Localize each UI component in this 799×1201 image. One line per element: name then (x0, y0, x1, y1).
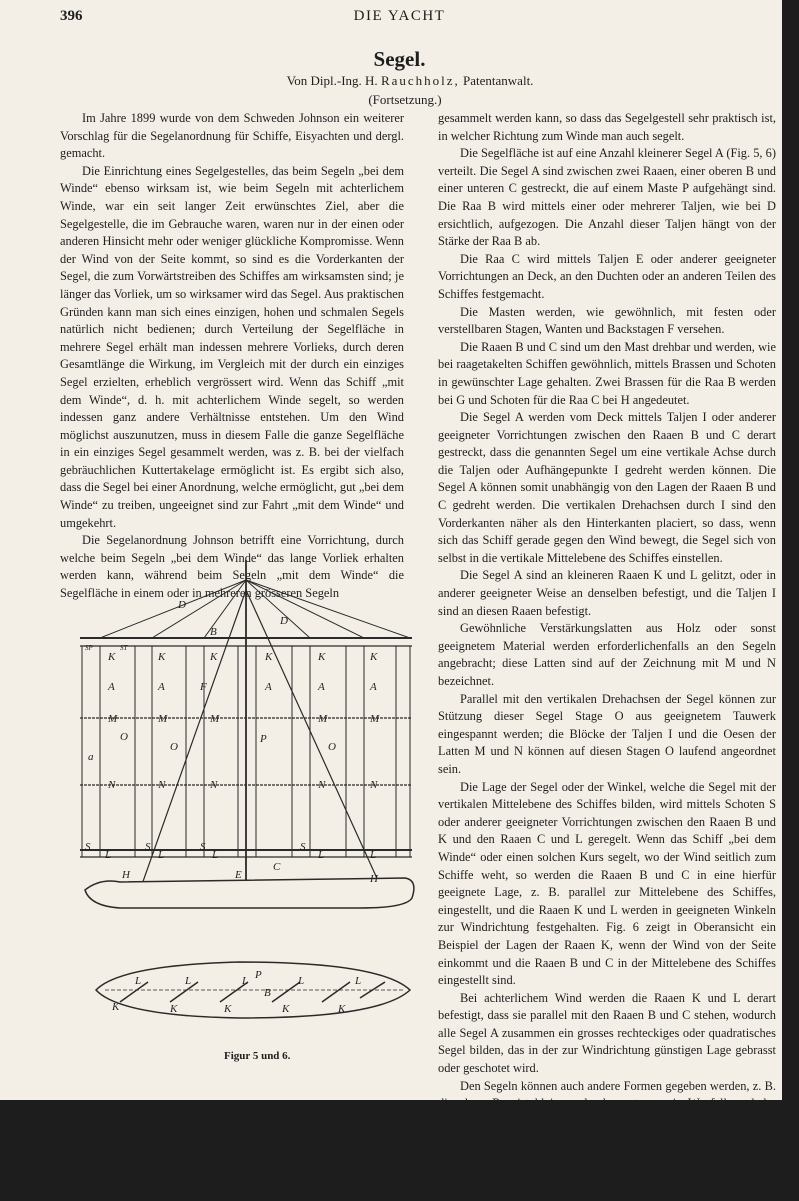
label-n1: N (108, 779, 116, 791)
label-o1: O (120, 731, 128, 743)
paragraph: Bei achterlichem Wind werden die Raaen K und L derart befestigt, dass sie parallel mit den Raaen B und C stehen, wodurch alle Segel A zusammen ein grosses rechteckiges oder quadratisches Segel bilden, das in der zur Windrichtung günstigen Lage gebrasst oder geschotet wird. (438, 990, 776, 1076)
label-k5: K (318, 651, 326, 663)
label-n2: N (158, 779, 166, 791)
paragraph: Die Segel A sind an kleineren Raaen K und L gelitzt, oder in anderer geeigneter Weise an denselben befestigt, und die Taljen I sind an diesen Raaen befestigt. (438, 568, 776, 618)
figure-caption: Figur 5 und 6. (224, 1050, 291, 1062)
paragraph: An grösseren Schiffen können auch mehrere solche Rahmen wie B mit zwischen denselben gestreckten Segeln (438, 1166, 776, 1199)
label-s1: S (85, 841, 91, 853)
label-n4: N (318, 779, 326, 791)
label-a5: A (370, 681, 377, 693)
plan-label-l1: L (135, 975, 142, 987)
paragraph: Die Raa C wird mittels Taljen E oder anderer geeigneter Vorrichtungen an Deck, an den Duchten oder an anderen Teilen des Schiffes festgemacht. (438, 251, 776, 301)
plan-label-k5: K (338, 1003, 346, 1015)
label-n5: N (370, 779, 378, 791)
label-s3: S (200, 841, 206, 853)
label-sp: SP (85, 644, 93, 652)
sail-rig-figure (60, 560, 420, 1060)
right-column (438, 110, 776, 1201)
label-e: E (235, 869, 242, 881)
paragraph: Die Segelfläche ist auf eine Anzahl kleinerer Segel A (Fig. 5, 6) verteilt. Die Segel A sind zwischen zwei Raaen, einer oberen B und einer unteren C gestreckt, die auf einem Maste P aufgehängt sind. Die Raa B wird mittels einer oder mehrerer Taljen, wie bei D ersichtlich, aufgezogen. Die Anzahl dieser Taljen hängt von der Stärke der Raa B ab. (438, 146, 776, 249)
label-a3: A (265, 681, 272, 693)
label-k2: K (158, 651, 166, 663)
paragraph: Im Jahre 1899 wurde von dem Schweden Johnson ein weiterer Vorschlag für die Segelanordnung für Schiffe, Eisyachten und dergl. gemacht. (60, 111, 404, 161)
label-a2: A (158, 681, 165, 693)
label-k6: K (370, 651, 378, 663)
label-st: ST (120, 644, 128, 652)
plan-label-k2: K (170, 1003, 178, 1015)
label-m3: M (210, 713, 220, 725)
paragraph: Die Segelanordnung Johnson betrifft eine Vorrichtung, durch welche beim Segeln „bei dem Winde“ das lange Vorliek erhalten werden kann, während beim Segeln „mit dem Winde“ die Segelfläche in einem oder in mehreren grösseren Segeln (60, 533, 404, 601)
byline-prefix: Von Dipl.-Ing. H. (286, 73, 378, 88)
label-b: B (210, 626, 217, 638)
label-d2: D (280, 615, 288, 627)
plan-label-l3: L (242, 975, 249, 987)
page-number: 396 (60, 8, 83, 24)
paragraph: Die Lage der Segel oder der Winkel, welche die Segel mit der vertikalen Mittelebene des Schiffes bilden, wird mittels Schoten S oder anderer geeigneter Vorrichtungen zwischen den Raaen B und K und den Raaen C und L geregelt. Wenn das Schiff „bei dem Winde“ oder einen solchen Kurs segelt, wo der Wind seitlich zum Schiffe weht, so werden die Raaen B und C in eine hierfür geeignete Lage, z. B. parallel zur Mittelebene des Schiffes, eingestellt, und die Raaen K und L werden in geeigneten Winkeln zur Windrichtung festgehalten. Fig. 6 zeigt in Oberansicht ein Beispiel der Lagen der Raaen K, wenn der Wind von der Seite einkommt und die Raaen B und C in der Mittelebene des Schiffes eingestellt sind. (438, 779, 776, 988)
label-s4: S (300, 841, 306, 853)
plan-label-k1: K (112, 1001, 120, 1013)
plan-label-k3: K (224, 1003, 232, 1015)
label-l2: L (158, 849, 165, 861)
label-d: D (178, 599, 186, 611)
paragraph: Den Segeln können auch andere Formen gegeben werden, z. B. die obere Raa ist kleiner oder kommt ganz in Wegfall, und der äussere Umfang der gesammelten Segelfläche hat statt der rechteckigen eine dreieckige Form. Diese Anordnungen sind indessen keineswegs so wirksam wie die dargestellte. (438, 1078, 776, 1164)
label-a4: A (318, 681, 325, 693)
label-s2: S (145, 841, 151, 853)
plan-label-l2: L (185, 975, 192, 987)
label-h2: H (370, 873, 378, 885)
label-l3: L (212, 849, 219, 861)
paragraph: gesammelt werden kann, so dass das Segelgestell sehr praktisch ist, in welcher Richtung zum Winde man auch segelt. (438, 111, 776, 143)
paragraph: Gewöhnliche Verstärkungslatten aus Holz oder sonst geeignetem Material werden erforderlichenfalls an den Segeln angebracht; diese Latten sind auf der Zeichnung mit M und N bezeichnet. (438, 621, 776, 688)
label-f: F (200, 681, 207, 693)
label-k4: K (265, 651, 273, 663)
byline-suffix: Patentanwalt. (463, 73, 534, 88)
article-byline (0, 73, 799, 89)
label-n3: N (210, 779, 218, 791)
paragraph: Die Masten werden, wie gewöhnlich, mit festen oder verstellbaren Stagen, Wanten und Backstagen F versehen. (438, 304, 776, 337)
label-m4: M (318, 713, 328, 725)
running-title: DIE YACHT (353, 8, 446, 24)
paragraph: Die Einrichtung eines Segelgestelles, das beim Segeln „bei dem Winde“ ebenso wirksam ist, wie beim Segeln mit achterlichem Winde, war ein seit langer Zeit erwünschtes Ziel, aber die Segelgestelle, die im Gebrauche waren, waren nur in der einen oder anderen Hinsicht mehr oder weniger glückliche Kompromisse. Wenn der Wind von der Seite kommt, so sind es die Vorderkanten der Segel, die zum Vorwärtstreiben des Schiffes am wirksamsten sind; je länger das Vorliek, um so wirksamer wird das Segel. Aus praktischen Gründen kann man sich eines einzigen, hohen und schmalen Segels natürlich nicht bedienen; durch Verteilung der Segelfläche in mehrere Segel erhält man indessen mehrere Vorlieks, durch deren Gesamtlänge die Wirkung, im Vergleich mit der durch ein einziges Segel erzielten, erheblich vergrössert wird. Wenn das Schiff „mit dem Winde“, d. h. mit achterlichem Winde segelt, so werden indessen ganz andere Verhältnisse entstehen. Um den Wind möglichst auszunutzen, muss in diesem Falle die ganze Segelfläche in ein einziges Segel gesammelt werden, was z. B. bei der vielfach gebräuchlichen Kuttertakelage ermöglicht ist. Es ergibt sich also, dass die Segel bei einer Anordnung, welche ermöglicht, gut „bei dem Winde“ zu treiben, ungeeignet sind zur Fahrt „mit dem Winde“ und umgekehrt. (60, 163, 404, 530)
label-k3: K (210, 651, 218, 663)
plan-label-l4: L (298, 975, 305, 987)
paragraph: Parallel mit den vertikalen Drehachsen der Segel können zur Stützung dieser Segel Stage O aus geeignetem Tauwerk eingespannt werden; die Blöcke der Taljen I und die Oesen der Latten M und N können auf diesen Stagen O laufend angeordnet sein. (438, 691, 776, 776)
hull-profile (85, 878, 414, 908)
scan-edge (782, 0, 799, 1112)
figure-5-elevation (80, 560, 414, 908)
figure-6-plan (96, 962, 410, 1018)
plan-label-k4: K (282, 1003, 290, 1015)
continuation-note: (Fortsetzung.) (368, 92, 442, 107)
article-title: Segel. (373, 47, 426, 71)
stay-fore (140, 590, 246, 890)
label-m1: M (108, 713, 118, 725)
label-o3: O (328, 741, 336, 753)
left-column (60, 110, 404, 603)
label-m5: M (370, 713, 380, 725)
byline-name: Rauchholz, (380, 73, 460, 88)
label-l1: L (105, 849, 112, 861)
label-a-small: a (88, 751, 94, 763)
label-k1: K (108, 651, 116, 663)
label-l4: L (318, 849, 325, 861)
label-o2: O (170, 741, 178, 753)
plan-label-p: P (255, 969, 262, 981)
label-h1: H (122, 869, 130, 881)
plan-label-b: B (264, 987, 271, 999)
figure-5-labels (85, 599, 380, 885)
label-c: C (273, 861, 281, 873)
paragraph: Die Raaen B und C sind um den Mast drehbar und werden, wie bei raagetakelten Schiffen gewöhnlich, mittels Brassen und Schoten in gewünschter Lage gehalten. Zwei Brassen für die Raa B werden bei G und Schoten für die Raa C bei H angedeutet. (438, 339, 776, 407)
label-l5: L (370, 849, 377, 861)
label-a1: A (108, 681, 115, 693)
label-p: P (260, 733, 267, 745)
label-m2: M (158, 713, 168, 725)
paragraph: Die Segel A werden vom Deck mittels Taljen I oder anderer geeigneter Vorrichtungen zwischen den Raaen B und C derart gestreckt, dass die genannten Segel um eine vertikale Achse durch die Taljen oder Aufhängepunkte I gedreht werden können. Die Segel A können somit unabhängig von den Lagen der Raaen B und C gedreht werden. Die vertikalen Drehachsen durch I sind den Vorderkanten näher als den Hinterkanten placiert, so dass, wenn sich das Schiff gerade gegen den Wind bewegt, die Segel sich von selbst in die vertikale Mittelebene des Schiffes einstellen. (438, 410, 776, 565)
plan-label-l5: L (355, 975, 362, 987)
